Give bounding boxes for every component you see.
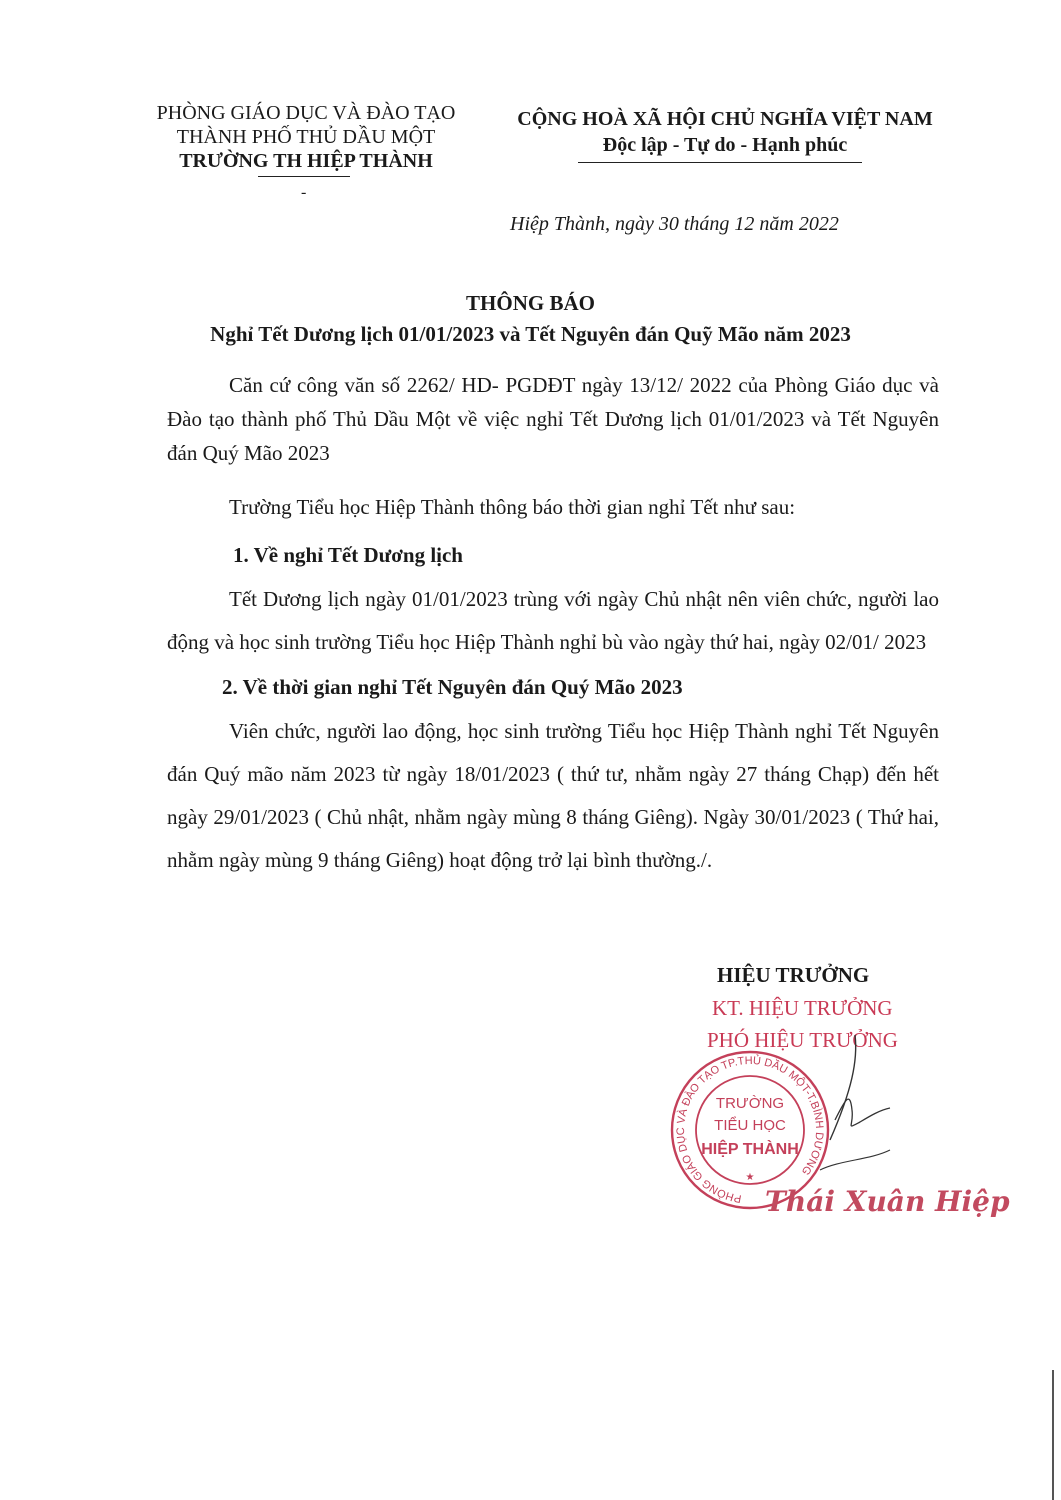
seal-line-1: TRƯỜNG <box>715 1095 785 1112</box>
motto: Độc lập - Tự do - Hạnh phúc <box>602 134 848 156</box>
signature-kt: KT. HIỆU TRƯỞNG <box>712 996 893 1020</box>
section-heading-1: 1. Về nghỉ Tết Dương lịch <box>233 543 463 567</box>
notice-title: THÔNG BÁO <box>466 291 595 315</box>
seal-ring-text: PHÒNG GIÁO DỤC VÀ ĐÀO TẠO TP.THỦ DẦU MỘT-T.BÌNH DƯƠNG <box>674 1054 826 1205</box>
seal-line-3: HIỆP THÀNH <box>701 1141 799 1158</box>
signatory-name: Thái Xuân Hiệp <box>765 1185 1010 1218</box>
seal-star: ★ <box>745 1172 755 1183</box>
signature-deputy: PHÓ HIỆU TRƯỞNG <box>707 1028 898 1052</box>
seal-line-2: TIỂU HỌC <box>714 1117 786 1134</box>
header-left-dash: - <box>301 184 307 201</box>
header-left-underline <box>258 176 350 177</box>
motto-underline <box>578 162 862 163</box>
paragraph-legal-basis: Căn cứ công văn số 2262/ HD- PGDĐT ngày 13/12/ 2022 của Phòng Giáo dục và Đào tạo thành phố Thủ Dầu Một về việc nghỉ Tết Dương lịch 01/01/2023 và Tết Nguyên đán Quý Mão 2023 <box>167 373 939 465</box>
school-name: TRƯỜNG TH HIỆP THÀNH <box>179 150 433 172</box>
paragraph-new-year: Tết Dương lịch ngày 01/01/2023 trùng với ngày Chủ nhật nên viên chức, người lao động và học sinh trường Tiểu học Hiệp Thành nghỉ bù vào ngày thứ hai, ngày 02/01/ 2023 <box>167 587 939 654</box>
signature-scribble <box>720 1030 900 1180</box>
country-name: CỘNG HOÀ XÃ HỘI CHỦ NGHĨA VIỆT NAM <box>517 108 933 130</box>
header-left <box>120 101 492 173</box>
date-line: Hiệp Thành, ngày 30 tháng 12 năm 2022 <box>510 213 839 235</box>
paragraph-intro: Trường Tiểu học Hiệp Thành thông báo thời gian nghỉ Tết như sau: <box>229 495 796 519</box>
city-line: THÀNH PHỐ THỦ DẦU MỘT <box>176 126 436 148</box>
body <box>167 368 939 882</box>
scan-edge-line <box>1052 1370 1054 1500</box>
paragraph-lunar-new-year: Viên chức, người lao động, học sinh trường Tiểu học Hiệp Thành nghỉ Tết Nguyên đán Quý mão năm 2023 từ ngày 18/01/2023 ( thứ tư, nhằm ngày 27 tháng Chạp) đến hết ngày 29/01/2023 ( Chủ nhật, nhằm ngày mùng 8 tháng Giêng). Ngày 30/01/2023 ( Thứ hai, nhằm ngày mùng 9 tháng Giêng) hoạt động trở lại bình thường./. <box>167 719 939 872</box>
signature-role: HIỆU TRƯỞNG <box>717 963 870 987</box>
notice-subtitle: Nghỉ Tết Dương lịch 01/01/2023 và Tết Nguyên đán Quỹ Mão năm 2023 <box>210 322 851 346</box>
header-right <box>488 107 962 157</box>
section-heading-2: 2. Về thời gian nghỉ Tết Nguyên đán Quý Mão 2023 <box>222 675 683 699</box>
ministry-line: PHÒNG GIÁO DỤC VÀ ĐÀO TẠO <box>156 102 456 124</box>
